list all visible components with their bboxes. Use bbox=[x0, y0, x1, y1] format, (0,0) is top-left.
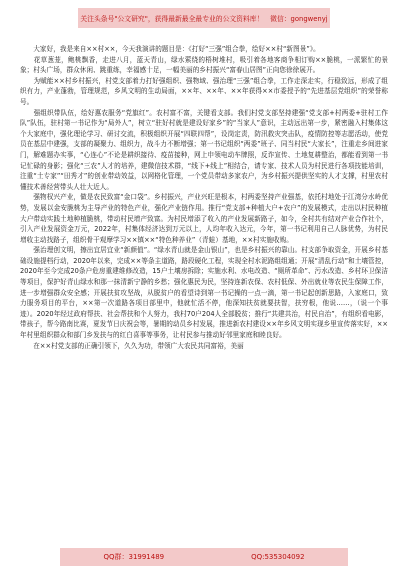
qq-group-label: QQ群：31991489 bbox=[103, 553, 165, 561]
paragraph-industry: 强物权兴产业，做是农民致富“金口袋”。乡村振兴，产业兴旺是根本，村两委坚持产业强基，依托村地处于江湾分水岭优势，发展以金安脆桃为主导产业的特色产业，强化产业链作用。推行“党支部+种植大户+农户”的发展模式，走出以村民种植大户带动实践土地种植脆桃，带动村民增产致富。为村民增添了收入的产业发展新路子，如今，全村共有结对产业合作社个，引入产业发展资金万元，2022年，村集体经济达到万元以上，人均年收入达元，今年，第一书记利用自己人脉优势，为村民增收主动找路子，组织骨干观摩学习××镇××“特色种养业”（青蛙）基地，××村实施收购。 bbox=[20, 193, 388, 244]
paragraph-overview: 为赋能××村乡村振兴，村党支部着力打好强组织、强物域、强治理“三强”组合拳，工作走深走实，行稳致远，形成了组织有力，产业蓬勃，管理规范，乡风文明的生动局面，××年、××年、××年获得××市委授予的“先进基层党组织”的荣誉称号。 bbox=[20, 76, 388, 106]
paragraph-organization: 强组织带队伍，绘好惠农服务“党旗红”。农村富不富，关键看支部。我们村党支部坚持建强“党支部+村两委+驻村工作队”队伍，驻村第一书记作为“局外人”，树立“驻好村就是建设好家乡”的“当家人”意识，主动远出第一步，紧密融入村集体这个大家庭中，强化理论学习、研讨交流，积极组织开展“四联四帮”，设岗定责，防汛救灾突击队，疫情防控等志愿活动，使党员在基层中建强，支部的凝聚力、组织力，战斗力不断增强；第一书记组织“两委”班子、同当村民“大家长”，注重走乡间进家门，解难题办实事，“心连心”不论是耕织接待、疫苗接种，网上申领电动车牌照，反诈宣传、土地复耕整治，都能看到第一书记忙碌的身影；强化“三农”人才的培养，建微信技术群，“线下+线上”相结合，请专家、技术人员为村民进行各项技能培训，注重“土专家”“田秀才”的创业带动效益，以网格化管理，一个党员带动多家农户，为乡村振兴提供坚实的人才支撑，村里农村懂技术善经营带头人壮大近人。 bbox=[20, 108, 388, 191]
top-promo-banner bbox=[78, 8, 330, 28]
paragraph-intro: 大家好，我是来自××村××，今天我演讲的题目是：《打好“三强”组合拳，绘好××村“新图景”》。 bbox=[20, 45, 320, 53]
top-banner-text: 关注头条号"公文研究"，获得最新最全最专业的公文资料库！ 微信：gongwenyj bbox=[80, 15, 328, 23]
qq-contact-label: QQ:535304092 bbox=[251, 553, 305, 561]
document-body bbox=[20, 44, 388, 522]
bottom-contact-banner bbox=[60, 548, 348, 566]
paragraph-governance: 强治理创文明，擦出宜居宜业“新颜值”。“绿水青山就是金山银山”，也是乡村振兴的靠山。村支部争取资金，开展乡村基础设施提档行动，2020年以来，完成××等条主道路，路段硬化工程，实现全村水泥路组组通；开展“清乱行动”和土壤管控，2020年至今完成20条户危房重建维修改造，15户土壤房拆除；实施水利、水电改造、“厕所革命”、污水改造、乡村环卫保洁等项目，保护好青山绿水和那一抹清新宁静的乡愁；强化惠民为民，坚持连新农保、农村低保、外出就业等农民生保障工作，进一步增强群众安全感；开展扶贫攻坚战，从脱贫户的看望诗到第一书记操的一点一滴，第一书记起创新思路，入家庭口，致力服务项目的平台，××第一次道路各项目部里中，他就忙活不停，他深知扶贫就要扶智，扶穷根，他说……，（说一个事迹）。2020年经过政府帮扶、社会帮扶和个人努力，我村70户204人全部脱贫；推行“共建共治，村民自治”，有组织看电影，带孩子，帮今路南比赛，夏发节日庆祝会等，暑期的动员乡村发展，推进新农村建设××年乡风文明实现乡里宣传落实好，××年村里组织群众和部门乡发扶与的红白喜事等事务，让村民参与推动好邻里家庭和睦良好。 bbox=[20, 246, 388, 340]
paragraph-closing: 在××村党支部的正确引领下，久久为功，带领广大农民共同富裕，美丽 bbox=[20, 341, 244, 350]
paragraph-scene: 花草葱茏，鲍桃飘香，走进八月，蓝天青山，绿水萦绕的梧树堆村，吸引着各地客商争相订购××脆桃，一派繁忙的景象；村头广场，群众休闲、跳重练，幸福感十足，一幅美丽的乡村振兴“富春山居图”正向您徐徐展开。 bbox=[20, 55, 388, 75]
